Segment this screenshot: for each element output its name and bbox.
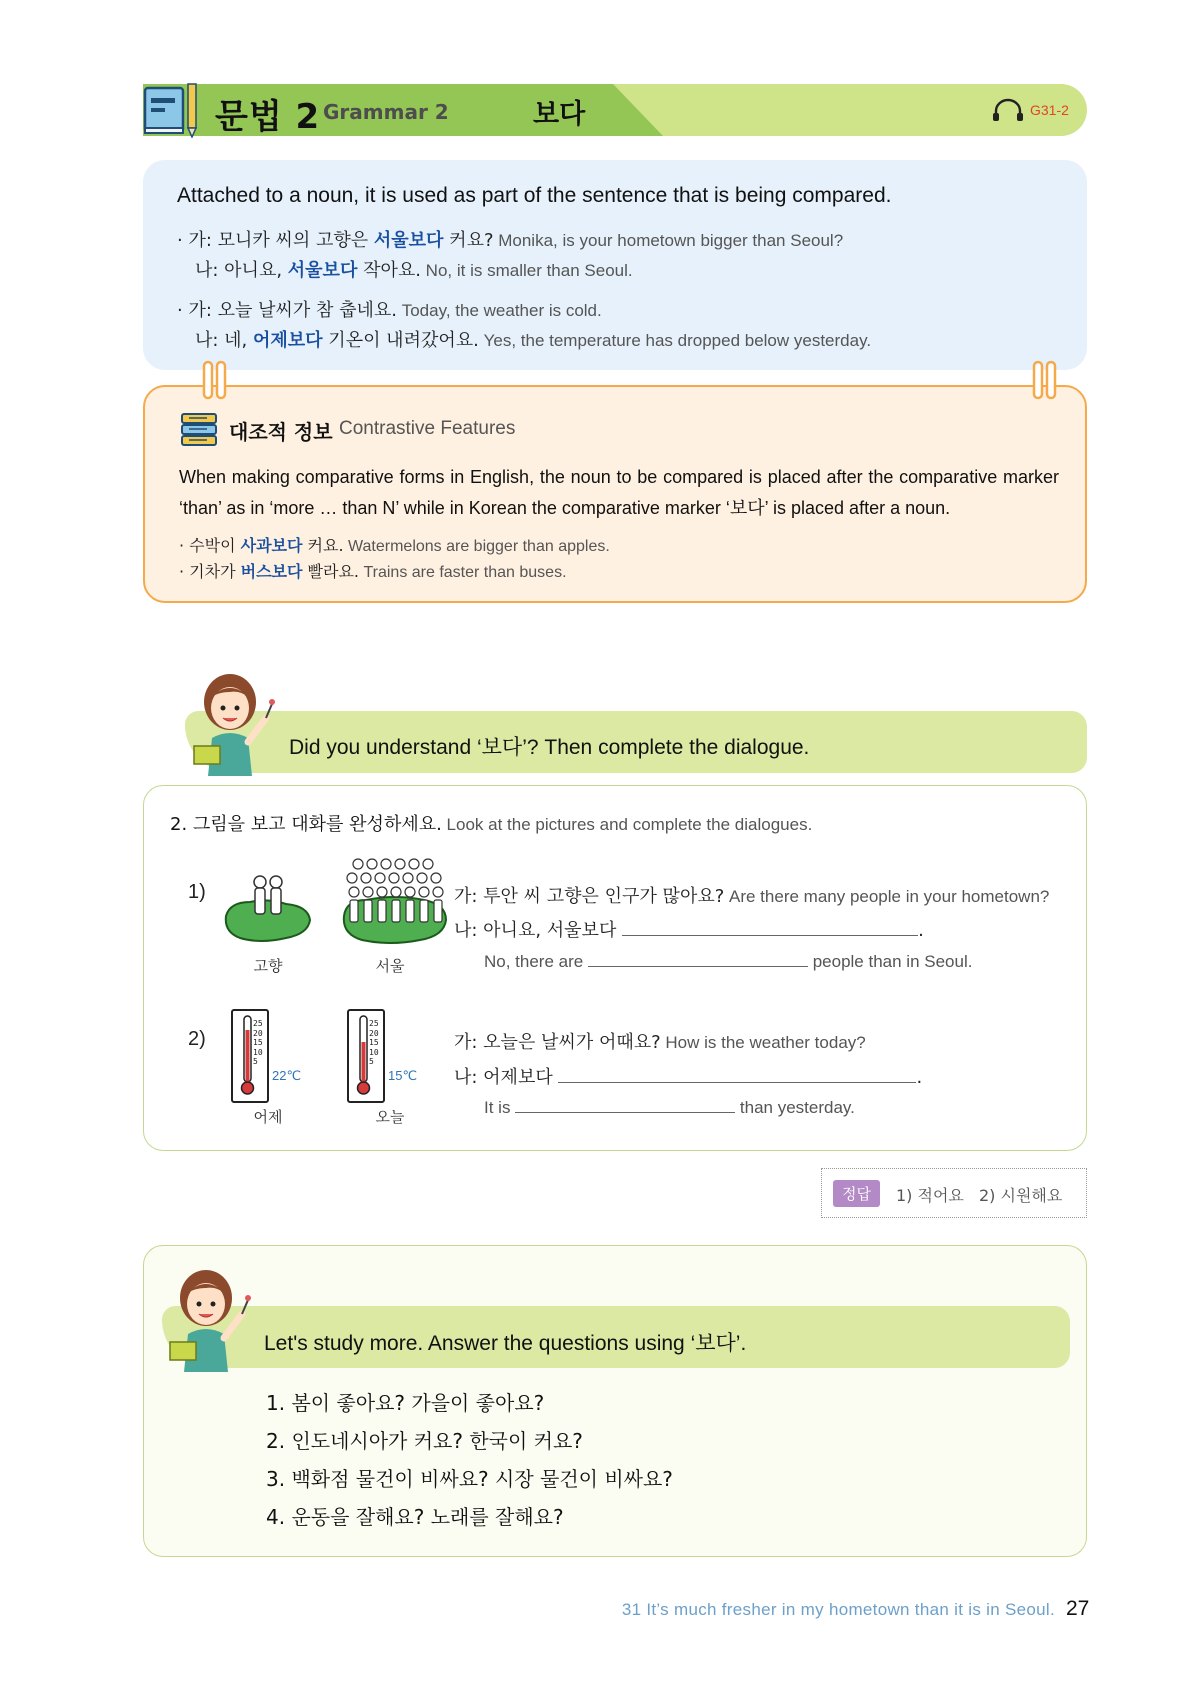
example-translation: Monika, is your hometown bigger than Seoul? xyxy=(493,231,844,250)
explanation-lead: Attached to a noun, it is used as part of the sentence that is being compared. xyxy=(177,184,892,207)
example-1-question xyxy=(177,226,843,252)
grammar-explanation-box xyxy=(143,160,1087,370)
example-text: 기온이 내려갔어요. xyxy=(322,330,479,351)
dialogue-1-answer xyxy=(454,916,924,942)
dialogue-2-question xyxy=(454,1028,866,1054)
picture-caption: 서울 xyxy=(375,957,405,975)
contrastive-example-1 xyxy=(179,533,610,556)
headphones-icon[interactable] xyxy=(991,98,1025,122)
exercise-title xyxy=(170,810,812,836)
temperature-label: 22℃ xyxy=(272,1068,302,1083)
item-number: 1) xyxy=(188,881,206,903)
audio-track-code[interactable]: G31-2 xyxy=(1030,102,1069,118)
exercise-title-korean: 2. 그림을 보고 대화를 완성하세요. xyxy=(170,814,442,835)
english-prompt-text: people than in Seoul. xyxy=(812,952,973,971)
teacher-icon xyxy=(164,1264,254,1374)
answer-key-tag: 정답 xyxy=(833,1180,880,1207)
binder-clip-icon xyxy=(200,360,230,400)
dialogue-text: . xyxy=(918,920,924,941)
thermometer-scale xyxy=(253,1019,263,1067)
example-highlight: 서울보다 xyxy=(287,260,358,281)
example-2-answer xyxy=(195,326,871,352)
picture-caption: 어제 xyxy=(253,1108,283,1126)
dialogue-2-english xyxy=(484,1095,855,1118)
example-text: 커요? xyxy=(443,230,494,251)
question-item: 4. 운동을 잘해요? 노래를 잘해요? xyxy=(266,1505,564,1529)
scale-tick: 10 xyxy=(369,1047,379,1057)
scale-tick: 20 xyxy=(369,1028,379,1038)
dialogue-1-question xyxy=(454,882,1049,908)
scale-tick: 15 xyxy=(369,1038,379,1047)
grammar-number-title: 문법 2 xyxy=(215,97,321,137)
dialogue-translation: How is the weather today? xyxy=(660,1033,866,1052)
answer-key xyxy=(821,1168,1087,1218)
dialogue-text: 가: 오늘은 날씨가 어때요? xyxy=(454,1032,661,1053)
example-text: 나: 네, xyxy=(195,330,254,351)
example-highlight: 버스보다 xyxy=(240,562,303,581)
dialogue-text: 가: 투안 씨 고향은 인구가 많아요? xyxy=(454,886,725,907)
contrastive-title-korean: 대조적 정보 xyxy=(229,420,333,444)
dialogue-translation: Are there many people in your hometown? xyxy=(724,887,1050,906)
crowded-island-people-icon xyxy=(340,856,450,950)
scale-tick: 5 xyxy=(369,1057,374,1066)
page-number: 27 xyxy=(1066,1597,1090,1620)
thermometer-icon xyxy=(346,1008,386,1104)
example-text: 나: 아니요, xyxy=(195,260,288,281)
example-translation: No, it is smaller than Seoul. xyxy=(420,261,633,280)
scale-tick: 25 xyxy=(369,1019,379,1028)
example-text: · 수박이 xyxy=(179,536,241,555)
answer-blank[interactable] xyxy=(558,1065,916,1083)
example-translation: Trains are faster than buses. xyxy=(359,564,567,581)
binder-clip-icon xyxy=(1030,360,1060,400)
answer-2: 2) 시원해요 xyxy=(979,1186,1063,1205)
example-translation: Watermelons are bigger than apples. xyxy=(343,538,610,555)
scale-tick: 25 xyxy=(253,1019,263,1028)
grammar-topic: 보다 xyxy=(533,99,586,130)
dialogue-2-answer xyxy=(454,1063,922,1089)
temperature-label: 15℃ xyxy=(388,1068,418,1083)
thermometer-scale xyxy=(369,1019,379,1067)
english-answer-blank[interactable] xyxy=(515,1095,735,1113)
pencil-icon xyxy=(185,82,199,138)
english-prompt-text: No, there are xyxy=(484,952,584,971)
example-text: · 가: 오늘 날씨가 참 춥네요. xyxy=(177,300,397,321)
study-more-box xyxy=(143,1245,1087,1557)
english-prompt-text: than yesterday. xyxy=(739,1098,855,1117)
example-translation: Yes, the temperature has dropped below yesterday. xyxy=(478,331,872,350)
chapter-title-footer: 31 It’s much fresher in my hometown than it is in Seoul. xyxy=(621,1600,1055,1619)
prompt-study-more-text: Let's study more. Answer the questions using ‘보다’. xyxy=(264,1332,747,1355)
question-item: 3. 백화점 물건이 비싸요? 시장 물건이 비싸요? xyxy=(266,1467,673,1491)
contrastive-features-box xyxy=(143,385,1087,603)
example-highlight: 사과보다 xyxy=(240,536,303,555)
small-island-people-icon xyxy=(220,868,314,948)
english-prompt-text: It is xyxy=(484,1098,511,1117)
grammar-header xyxy=(143,84,1087,136)
question-item: 2. 인도네시아가 커요? 한국이 커요? xyxy=(266,1429,583,1453)
thermometer-icon xyxy=(230,1008,270,1104)
exercise-box xyxy=(143,785,1087,1151)
grammar-english-title: Grammar 2 xyxy=(323,100,449,124)
dialogue-text: 나: 아니요, 서울보다 xyxy=(454,920,617,941)
example-text: 커요. xyxy=(302,536,344,555)
thermometer-yesterday xyxy=(230,1008,300,1104)
example-text: · 가: 모니카 씨의 고향은 xyxy=(177,230,374,251)
contrastive-title-english: Contrastive Features xyxy=(339,418,516,439)
example-2-question xyxy=(177,296,602,322)
stacked-books-icon xyxy=(181,413,217,447)
example-text: 작아요. xyxy=(357,260,421,281)
scale-tick: 20 xyxy=(253,1028,263,1038)
answer-1: 1) 적어요 xyxy=(896,1186,964,1205)
dialogue-text: . xyxy=(916,1067,923,1088)
example-text: · 기차가 xyxy=(179,562,241,581)
exercise-title-english: Look at the pictures and complete the dialogues. xyxy=(441,815,813,834)
contrastive-example-2 xyxy=(179,559,567,582)
thermometer-today xyxy=(346,1008,416,1104)
contrastive-paragraph: When making comparative forms in English, the noun to be compared is placed after the comparative marker ‘than’ as in ‘more … than N’ while in Korean the comparative marker ‘보다’ is placed after a noun. xyxy=(179,467,1059,518)
scale-tick: 10 xyxy=(253,1047,263,1057)
picture-caption: 고향 xyxy=(253,957,283,975)
dialogue-1-english xyxy=(484,949,972,972)
example-highlight: 어제보다 xyxy=(253,330,323,351)
answer-blank[interactable] xyxy=(622,918,918,936)
example-highlight: 서울보다 xyxy=(373,230,444,251)
picture-caption: 오늘 xyxy=(375,1108,405,1126)
example-1-answer xyxy=(195,256,633,282)
item-number: 2) xyxy=(188,1028,206,1050)
question-item: 1. 봄이 좋아요? 가을이 좋아요? xyxy=(266,1391,545,1415)
scale-tick: 15 xyxy=(253,1038,263,1047)
dialogue-text: 나: 어제보다 xyxy=(454,1067,553,1088)
example-text: 빨라요. xyxy=(302,562,360,581)
example-translation: Today, the weather is cold. xyxy=(397,301,602,320)
prompt-understand-text: Did you understand ‘보다’? Then complete the dialogue. xyxy=(289,736,810,759)
scale-tick: 5 xyxy=(253,1057,258,1066)
english-answer-blank[interactable] xyxy=(588,949,808,967)
teacher-icon xyxy=(188,668,278,778)
